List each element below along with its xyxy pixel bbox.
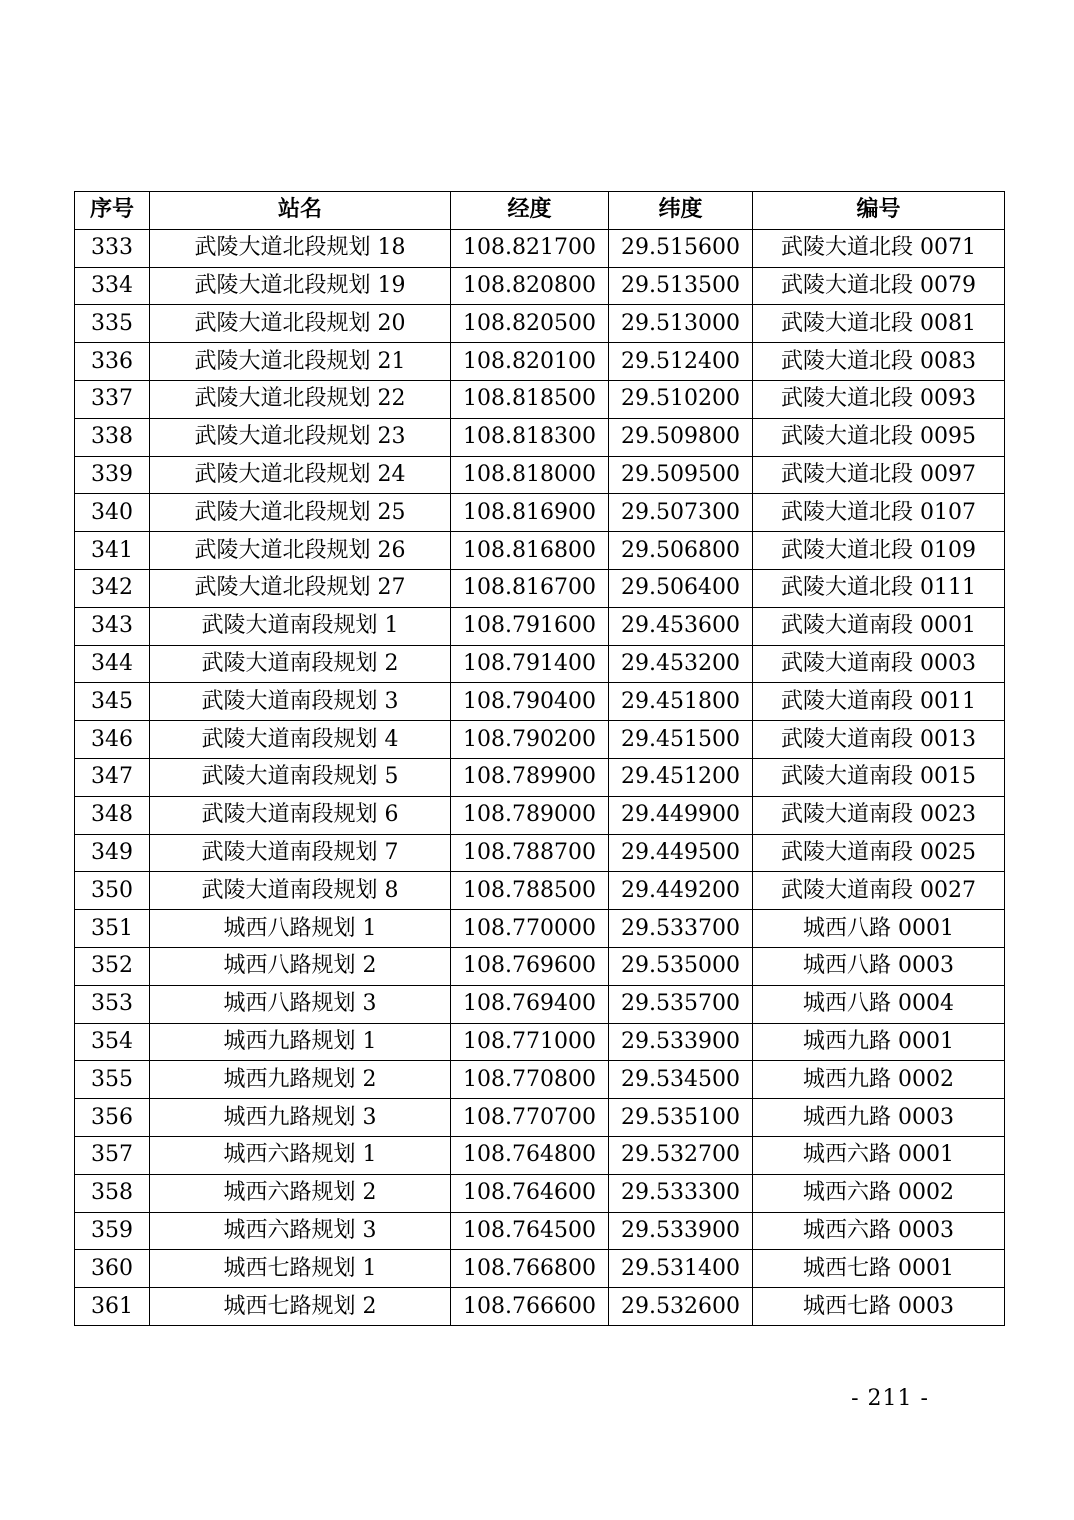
cell-index: 348 xyxy=(75,796,150,834)
table-row xyxy=(75,1288,1005,1326)
cell-latitude: 29.532600 xyxy=(609,1288,753,1326)
station-table xyxy=(74,191,1005,1326)
header-row xyxy=(75,192,1005,230)
table-row xyxy=(75,796,1005,834)
cell-code: 武陵大道北段 0097 xyxy=(753,456,1005,494)
cell-index: 333 xyxy=(75,229,150,267)
cell-code: 武陵大道北段 0107 xyxy=(753,494,1005,532)
cell-index: 351 xyxy=(75,910,150,948)
cell-index: 341 xyxy=(75,532,150,570)
cell-station-name: 武陵大道北段规划 27 xyxy=(150,569,451,607)
cell-latitude: 29.507300 xyxy=(609,494,753,532)
cell-station-name: 城西八路规划 1 xyxy=(150,910,451,948)
cell-longitude: 108.769600 xyxy=(451,947,609,985)
table-row xyxy=(75,1099,1005,1137)
cell-station-name: 武陵大道南段规划 1 xyxy=(150,607,451,645)
cell-station-name: 城西六路规划 1 xyxy=(150,1136,451,1174)
cell-longitude: 108.771000 xyxy=(451,1023,609,1061)
cell-latitude: 29.534500 xyxy=(609,1061,753,1099)
table-row xyxy=(75,456,1005,494)
cell-longitude: 108.770800 xyxy=(451,1061,609,1099)
cell-longitude: 108.790400 xyxy=(451,683,609,721)
cell-station-name: 城西六路规划 2 xyxy=(150,1174,451,1212)
cell-latitude: 29.509800 xyxy=(609,418,753,456)
cell-code: 城西七路 0003 xyxy=(753,1288,1005,1326)
cell-latitude: 29.506400 xyxy=(609,569,753,607)
table-body xyxy=(75,229,1005,1325)
cell-code: 武陵大道南段 0011 xyxy=(753,683,1005,721)
cell-longitude: 108.820800 xyxy=(451,267,609,305)
cell-longitude: 108.769400 xyxy=(451,985,609,1023)
cell-index: 357 xyxy=(75,1136,150,1174)
cell-latitude: 29.531400 xyxy=(609,1250,753,1288)
cell-latitude: 29.449900 xyxy=(609,796,753,834)
cell-index: 344 xyxy=(75,645,150,683)
cell-code: 城西六路 0002 xyxy=(753,1174,1005,1212)
table-row xyxy=(75,910,1005,948)
cell-code: 武陵大道北段 0095 xyxy=(753,418,1005,456)
cell-longitude: 108.788700 xyxy=(451,834,609,872)
cell-code: 武陵大道北段 0109 xyxy=(753,532,1005,570)
page-number: - 211 - xyxy=(851,1386,929,1411)
table-row xyxy=(75,721,1005,759)
cell-station-name: 武陵大道北段规划 19 xyxy=(150,267,451,305)
cell-longitude: 108.789900 xyxy=(451,758,609,796)
cell-code: 城西九路 0003 xyxy=(753,1099,1005,1137)
cell-latitude: 29.509500 xyxy=(609,456,753,494)
header-latitude: 纬度 xyxy=(609,192,753,230)
cell-index: 334 xyxy=(75,267,150,305)
cell-latitude: 29.533900 xyxy=(609,1023,753,1061)
cell-code: 武陵大道南段 0015 xyxy=(753,758,1005,796)
cell-code: 武陵大道北段 0081 xyxy=(753,305,1005,343)
cell-latitude: 29.533900 xyxy=(609,1212,753,1250)
cell-code: 武陵大道南段 0027 xyxy=(753,872,1005,910)
cell-index: 354 xyxy=(75,1023,150,1061)
cell-index: 361 xyxy=(75,1288,150,1326)
table-row xyxy=(75,645,1005,683)
header-station-name: 站名 xyxy=(150,192,451,230)
cell-latitude: 29.512400 xyxy=(609,343,753,381)
cell-code: 武陵大道北段 0083 xyxy=(753,343,1005,381)
cell-longitude: 108.764800 xyxy=(451,1136,609,1174)
cell-code: 武陵大道北段 0093 xyxy=(753,380,1005,418)
cell-latitude: 29.513000 xyxy=(609,305,753,343)
cell-latitude: 29.535100 xyxy=(609,1099,753,1137)
cell-index: 340 xyxy=(75,494,150,532)
cell-code: 城西九路 0002 xyxy=(753,1061,1005,1099)
table-row xyxy=(75,380,1005,418)
table-row xyxy=(75,418,1005,456)
cell-index: 360 xyxy=(75,1250,150,1288)
cell-latitude: 29.510200 xyxy=(609,380,753,418)
cell-station-name: 武陵大道北段规划 20 xyxy=(150,305,451,343)
cell-station-name: 武陵大道南段规划 8 xyxy=(150,872,451,910)
cell-code: 城西八路 0004 xyxy=(753,985,1005,1023)
cell-code: 城西六路 0001 xyxy=(753,1136,1005,1174)
cell-station-name: 城西七路规划 1 xyxy=(150,1250,451,1288)
cell-longitude: 108.764500 xyxy=(451,1212,609,1250)
cell-longitude: 108.766800 xyxy=(451,1250,609,1288)
header-longitude: 经度 xyxy=(451,192,609,230)
cell-index: 355 xyxy=(75,1061,150,1099)
cell-index: 336 xyxy=(75,343,150,381)
cell-longitude: 108.788500 xyxy=(451,872,609,910)
table-row xyxy=(75,607,1005,645)
cell-longitude: 108.816700 xyxy=(451,569,609,607)
cell-latitude: 29.449200 xyxy=(609,872,753,910)
table-row xyxy=(75,872,1005,910)
cell-longitude: 108.791400 xyxy=(451,645,609,683)
cell-longitude: 108.816800 xyxy=(451,532,609,570)
table-row xyxy=(75,494,1005,532)
cell-index: 353 xyxy=(75,985,150,1023)
table-row xyxy=(75,229,1005,267)
table-row xyxy=(75,985,1005,1023)
table-row xyxy=(75,834,1005,872)
table-row xyxy=(75,1023,1005,1061)
cell-longitude: 108.820100 xyxy=(451,343,609,381)
cell-index: 337 xyxy=(75,380,150,418)
cell-station-name: 城西八路规划 3 xyxy=(150,985,451,1023)
cell-code: 城西七路 0001 xyxy=(753,1250,1005,1288)
cell-latitude: 29.449500 xyxy=(609,834,753,872)
cell-longitude: 108.818500 xyxy=(451,380,609,418)
cell-index: 359 xyxy=(75,1212,150,1250)
cell-index: 352 xyxy=(75,947,150,985)
cell-station-name: 武陵大道北段规划 18 xyxy=(150,229,451,267)
cell-index: 350 xyxy=(75,872,150,910)
cell-latitude: 29.451500 xyxy=(609,721,753,759)
cell-latitude: 29.513500 xyxy=(609,267,753,305)
cell-index: 358 xyxy=(75,1174,150,1212)
cell-station-name: 武陵大道南段规划 3 xyxy=(150,683,451,721)
cell-longitude: 108.789000 xyxy=(451,796,609,834)
cell-longitude: 108.770700 xyxy=(451,1099,609,1137)
table-row xyxy=(75,683,1005,721)
cell-code: 武陵大道南段 0003 xyxy=(753,645,1005,683)
cell-code: 城西八路 0003 xyxy=(753,947,1005,985)
header-index: 序号 xyxy=(75,192,150,230)
cell-latitude: 29.453600 xyxy=(609,607,753,645)
cell-index: 338 xyxy=(75,418,150,456)
cell-latitude: 29.451800 xyxy=(609,683,753,721)
cell-longitude: 108.764600 xyxy=(451,1174,609,1212)
table-header xyxy=(75,192,1005,230)
cell-longitude: 108.770000 xyxy=(451,910,609,948)
cell-code: 武陵大道北段 0071 xyxy=(753,229,1005,267)
cell-index: 346 xyxy=(75,721,150,759)
cell-station-name: 武陵大道南段规划 5 xyxy=(150,758,451,796)
table-row xyxy=(75,758,1005,796)
cell-station-name: 城西九路规划 1 xyxy=(150,1023,451,1061)
cell-longitude: 108.820500 xyxy=(451,305,609,343)
cell-code: 武陵大道北段 0079 xyxy=(753,267,1005,305)
cell-station-name: 城西八路规划 2 xyxy=(150,947,451,985)
table-row xyxy=(75,1061,1005,1099)
cell-index: 342 xyxy=(75,569,150,607)
table-row xyxy=(75,305,1005,343)
table-row xyxy=(75,532,1005,570)
cell-index: 335 xyxy=(75,305,150,343)
cell-code: 城西九路 0001 xyxy=(753,1023,1005,1061)
cell-longitude: 108.818300 xyxy=(451,418,609,456)
table-row xyxy=(75,1250,1005,1288)
cell-latitude: 29.451200 xyxy=(609,758,753,796)
cell-longitude: 108.766600 xyxy=(451,1288,609,1326)
cell-code: 武陵大道南段 0001 xyxy=(753,607,1005,645)
table-row xyxy=(75,947,1005,985)
cell-station-name: 武陵大道南段规划 6 xyxy=(150,796,451,834)
cell-latitude: 29.535700 xyxy=(609,985,753,1023)
table-row xyxy=(75,343,1005,381)
cell-longitude: 108.791600 xyxy=(451,607,609,645)
table-row xyxy=(75,569,1005,607)
cell-latitude: 29.533300 xyxy=(609,1174,753,1212)
cell-index: 339 xyxy=(75,456,150,494)
cell-station-name: 武陵大道北段规划 26 xyxy=(150,532,451,570)
cell-station-name: 武陵大道南段规划 7 xyxy=(150,834,451,872)
cell-code: 城西八路 0001 xyxy=(753,910,1005,948)
cell-station-name: 武陵大道北段规划 23 xyxy=(150,418,451,456)
cell-longitude: 108.818000 xyxy=(451,456,609,494)
cell-index: 349 xyxy=(75,834,150,872)
cell-code: 武陵大道北段 0111 xyxy=(753,569,1005,607)
cell-index: 347 xyxy=(75,758,150,796)
cell-longitude: 108.816900 xyxy=(451,494,609,532)
cell-station-name: 武陵大道南段规划 2 xyxy=(150,645,451,683)
cell-station-name: 武陵大道北段规划 25 xyxy=(150,494,451,532)
table-row xyxy=(75,1212,1005,1250)
cell-code: 武陵大道南段 0025 xyxy=(753,834,1005,872)
cell-code: 城西六路 0003 xyxy=(753,1212,1005,1250)
cell-station-name: 武陵大道南段规划 4 xyxy=(150,721,451,759)
cell-index: 356 xyxy=(75,1099,150,1137)
cell-station-name: 武陵大道北段规划 24 xyxy=(150,456,451,494)
cell-station-name: 武陵大道北段规划 22 xyxy=(150,380,451,418)
cell-code: 武陵大道南段 0023 xyxy=(753,796,1005,834)
cell-longitude: 108.790200 xyxy=(451,721,609,759)
cell-station-name: 武陵大道北段规划 21 xyxy=(150,343,451,381)
cell-station-name: 城西九路规划 2 xyxy=(150,1061,451,1099)
cell-index: 345 xyxy=(75,683,150,721)
header-code: 编号 xyxy=(753,192,1005,230)
cell-latitude: 29.535000 xyxy=(609,947,753,985)
cell-latitude: 29.515600 xyxy=(609,229,753,267)
cell-longitude: 108.821700 xyxy=(451,229,609,267)
cell-latitude: 29.532700 xyxy=(609,1136,753,1174)
cell-latitude: 29.453200 xyxy=(609,645,753,683)
cell-latitude: 29.533700 xyxy=(609,910,753,948)
cell-index: 343 xyxy=(75,607,150,645)
table-row xyxy=(75,267,1005,305)
cell-station-name: 城西六路规划 3 xyxy=(150,1212,451,1250)
table-row xyxy=(75,1174,1005,1212)
cell-station-name: 城西七路规划 2 xyxy=(150,1288,451,1326)
cell-station-name: 城西九路规划 3 xyxy=(150,1099,451,1137)
table-row xyxy=(75,1136,1005,1174)
cell-latitude: 29.506800 xyxy=(609,532,753,570)
cell-code: 武陵大道南段 0013 xyxy=(753,721,1005,759)
